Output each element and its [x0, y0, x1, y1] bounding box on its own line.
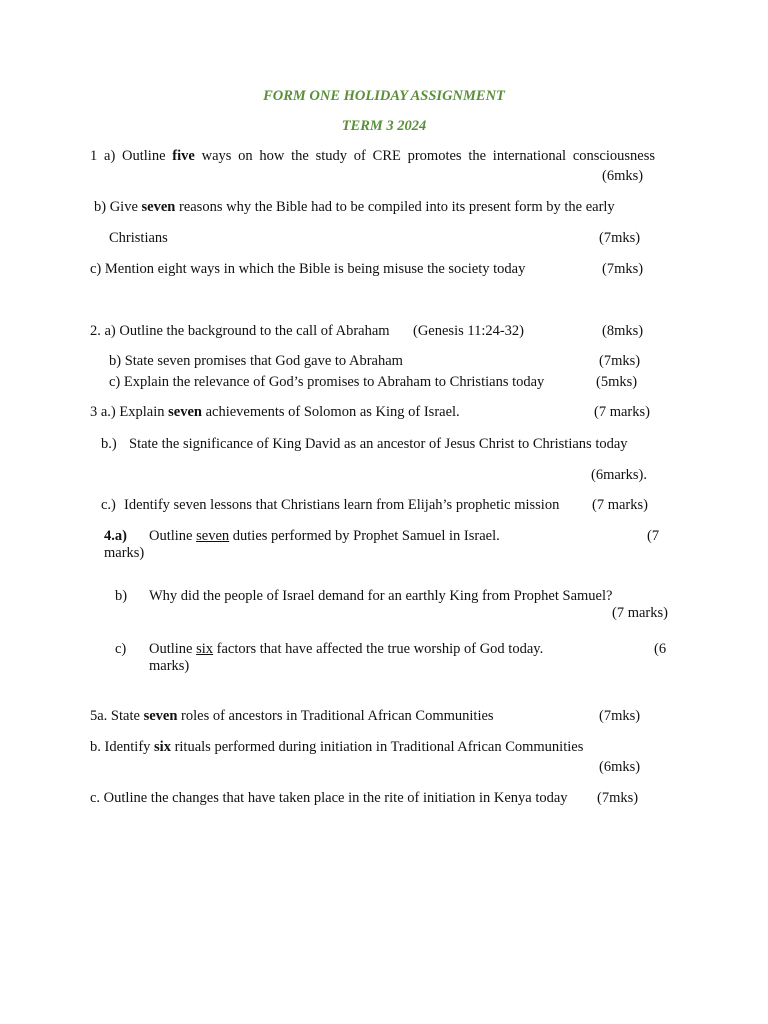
question-3a-keyword: seven — [168, 404, 202, 420]
question-3b-label: b.) — [101, 436, 117, 452]
question-4a-label — [104, 528, 127, 545]
question-5b-text: rituals performed during initiation in Traditional African Communities — [174, 739, 584, 755]
question-4a — [149, 528, 500, 545]
question-5b-keyword: six — [154, 739, 171, 755]
question-3a-marks: (7 marks) — [594, 404, 650, 420]
question-1b-keyword: seven — [141, 199, 176, 215]
question-5b — [90, 739, 583, 756]
question-1a-marks: (6mks) — [602, 168, 644, 184]
question-5a — [90, 708, 494, 725]
question-5a-text: roles of ancestors in Traditional African Communities — [181, 708, 494, 724]
question-2c: c) Explain the relevance of God’s promises to Abraham to Christians today — [109, 374, 545, 390]
question-1a-prefix: 1 a) Outline — [90, 148, 166, 164]
question-4a-text: duties performed by Prophet Samuel in Israel. — [232, 528, 500, 544]
question-4a-keyword: seven — [196, 528, 230, 544]
question-1a — [90, 148, 655, 165]
question-4c — [149, 641, 543, 658]
question-4a-marks-close: marks) — [104, 545, 145, 561]
question-5b-marks: (6mks) — [599, 759, 641, 775]
question-1b-marks: (7mks) — [599, 230, 641, 246]
question-2b-marks: (7mks) — [599, 353, 641, 369]
question-5a-keyword: seven — [143, 708, 178, 724]
question-1b-text: reasons why the Bible had to be compiled into its present form by the early — [178, 199, 615, 215]
question-2a-marks: (8mks) — [602, 323, 644, 339]
question-3a-text: achievements of Solomon as King of Israel. — [205, 404, 460, 420]
question-5a-marks: (7mks) — [599, 708, 641, 724]
question-3b-marks: (6marks). — [591, 467, 647, 483]
question-3a-prefix: 3 a.) Explain — [90, 404, 165, 420]
question-5c: c. Outline the changes that have taken place in the rite of initiation in Kenya today — [90, 790, 568, 806]
question-1c-marks: (7mks) — [602, 261, 644, 277]
question-4a-prefix: Outline — [149, 528, 193, 544]
question-4b-label: b) — [115, 588, 128, 604]
question-4c-label: c) — [115, 641, 127, 657]
question-3c-label: c.) — [101, 497, 116, 513]
question-4c-text: factors that have affected the true worship of God today. — [216, 641, 544, 657]
question-1b-prefix: b) Give — [94, 199, 138, 215]
question-3c-marks: (7 marks) — [592, 497, 648, 513]
question-2b: b) State seven promises that God gave to Abraham — [109, 353, 403, 369]
question-5b-prefix: b. Identify — [90, 739, 151, 755]
assignment-title: FORM ONE HOLIDAY ASSIGNMENT — [263, 88, 505, 104]
question-2c-marks: (5mks) — [596, 374, 638, 390]
question-3c: Identify seven lessons that Christians learn from Elijah’s prophetic mission — [124, 497, 560, 513]
question-1a-keyword: five — [172, 148, 195, 164]
question-4c-marks-close: marks) — [149, 658, 190, 674]
term-label: TERM 3 2024 — [341, 118, 427, 134]
question-3b: State the significance of King David as an ancestor of Jesus Christ to Christians today — [129, 436, 628, 452]
question-1a-text: ways on how the study of CRE promotes the international consciousness — [201, 148, 655, 164]
question-4a-label-text: 4.a) — [104, 528, 127, 544]
question-4b: Why did the people of Israel demand for an earthly King from Prophet Samuel? — [149, 588, 613, 604]
question-2a: 2. a) Outline the background to the call of Abraham — [90, 323, 390, 339]
question-4c-prefix: Outline — [149, 641, 193, 657]
question-5c-marks: (7mks) — [597, 790, 639, 806]
question-4c-keyword: six — [196, 641, 214, 657]
question-1c: c) Mention eight ways in which the Bible is being misuse the society today — [90, 261, 526, 277]
question-1b — [94, 199, 615, 216]
question-3a — [90, 404, 460, 421]
question-4c-marks-open: (6 — [654, 641, 667, 657]
question-1b-continuation: Christians — [109, 230, 168, 246]
question-4a-marks-open: (7 — [647, 528, 660, 544]
question-2a-reference: (Genesis 11:24-32) — [413, 323, 525, 339]
question-5a-prefix: 5a. State — [90, 708, 140, 724]
question-4b-marks: (7 marks) — [612, 605, 668, 621]
